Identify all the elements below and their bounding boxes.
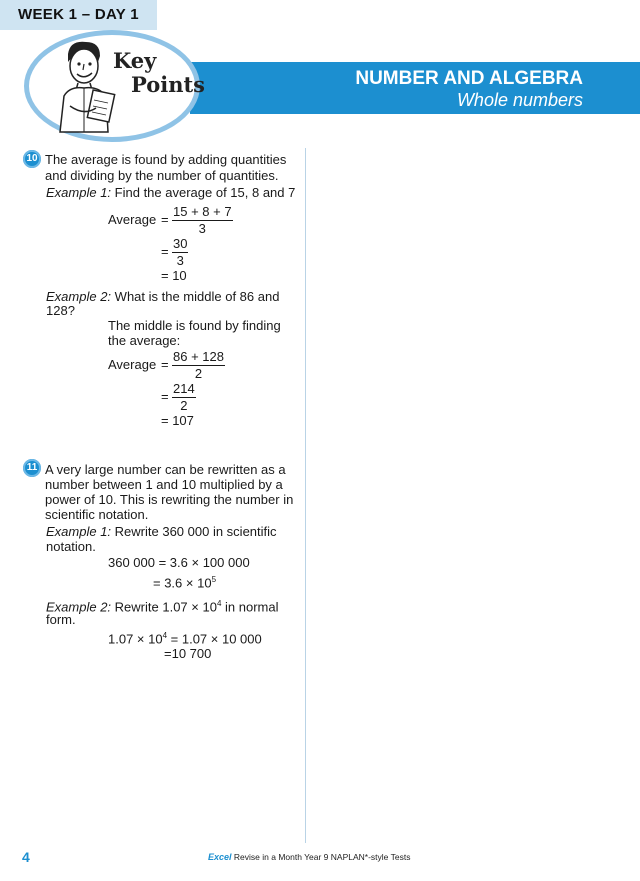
p10-ex1-eq1: = bbox=[161, 212, 169, 227]
p10-ex1-result: = 10 bbox=[161, 268, 187, 283]
point-11-line4: scientific notation. bbox=[45, 507, 149, 522]
week-day-tab: WEEK 1 – DAY 1 bbox=[0, 0, 157, 30]
p10-ex2-average-word: Average bbox=[108, 357, 157, 372]
p11-ex2-text2: form. bbox=[46, 612, 76, 627]
points-word: Points bbox=[131, 72, 206, 97]
key-word: Key bbox=[113, 48, 157, 73]
p11-ex2-text-base: Rewrite 1.07 × 10 bbox=[114, 599, 217, 615]
section-subtitle: Whole numbers bbox=[456, 90, 583, 110]
p10-ex1-numerator2: 30 bbox=[173, 236, 188, 251]
p10-ex1-text: Find the average of 15, 8 and 7 bbox=[114, 185, 296, 200]
footer-title bbox=[208, 852, 410, 862]
point-11-badge: 11 bbox=[23, 459, 41, 477]
p11-ex1-label: Example 1: bbox=[46, 524, 112, 539]
p11-example1 bbox=[46, 524, 277, 540]
p11-ex2-text-exp: 4 bbox=[216, 599, 222, 608]
column-divider bbox=[305, 148, 306, 843]
p10-ex1-label: Example 1: bbox=[46, 185, 112, 200]
p11-ex1-line2 bbox=[153, 572, 216, 591]
p11-ex1-text: Rewrite 360 000 in scientific bbox=[114, 524, 277, 539]
p11-example2 bbox=[46, 596, 278, 615]
p10-ex2-text2: 128? bbox=[46, 303, 75, 318]
p10-ex1-average-word: Average bbox=[108, 212, 157, 227]
p11-ex1-text2: notation. bbox=[46, 539, 96, 554]
p10-ex2-denominator2: 2 bbox=[180, 398, 188, 413]
p10-ex2-numerator2: 214 bbox=[173, 381, 195, 396]
p10-example2 bbox=[46, 289, 279, 305]
p11-ex2-line1-post: = 1.07 × 10 000 bbox=[167, 631, 262, 647]
p10-ex2-eq4: = bbox=[161, 389, 169, 404]
p10-ex1-eq2: = bbox=[161, 244, 169, 259]
footer-book-title: Revise in a Month Year 9 NAPLAN*-style Tests bbox=[233, 852, 411, 862]
point-10-line2: and dividing by the number of quantities. bbox=[45, 168, 279, 183]
page-number: 4 bbox=[22, 849, 30, 865]
point-10-badge: 10 bbox=[23, 150, 41, 168]
point-11-line2: number between 1 and 10 multiplied by a bbox=[45, 477, 283, 492]
p10-ex2-note1: The middle is found by finding bbox=[108, 318, 281, 333]
p10-ex1-numerator: 15 + 8 + 7 bbox=[173, 204, 232, 219]
p10-example1 bbox=[46, 185, 295, 201]
p10-ex2-eq3: = bbox=[161, 357, 169, 372]
p11-ex2-text-post: in normal bbox=[221, 599, 279, 615]
p10-ex2-fraction2 bbox=[172, 381, 196, 414]
p10-ex2-text: What is the middle of 86 and bbox=[114, 289, 280, 304]
section-title: NUMBER AND ALGEBRA bbox=[355, 68, 583, 89]
p10-ex2-numerator: 86 + 128 bbox=[173, 349, 224, 364]
p10-ex2-fraction1 bbox=[172, 349, 225, 382]
p10-ex1-fraction2 bbox=[172, 236, 188, 269]
p10-ex1-denominator: 3 bbox=[198, 221, 206, 236]
p10-ex1-fraction1 bbox=[172, 204, 233, 237]
p11-ex2-label: Example 2: bbox=[46, 599, 112, 615]
cartoon-boy-icon bbox=[50, 36, 120, 136]
point-10-line1: The average is found by adding quantities bbox=[45, 152, 287, 167]
p11-ex2-line2: =10 700 bbox=[164, 646, 212, 661]
point-11-line3: power of 10. This is rewriting the number in bbox=[45, 492, 294, 507]
p11-ex2-line1 bbox=[108, 628, 262, 647]
p10-ex2-note2: the average: bbox=[108, 333, 181, 348]
p10-ex2-result: = 107 bbox=[161, 413, 194, 428]
point-11-line1: A very large number can be rewritten as a bbox=[45, 462, 286, 477]
p11-ex2-line1-base: 1.07 × 10 bbox=[108, 631, 163, 647]
p10-ex2-label: Example 2: bbox=[46, 289, 112, 304]
p11-ex2-line1-exp: 4 bbox=[162, 631, 168, 640]
p11-ex1-line1: 360 000 = 3.6 × 100 000 bbox=[108, 555, 250, 570]
footer-brand: Excel bbox=[208, 852, 232, 862]
p11-ex1-line2-exp: 5 bbox=[211, 575, 217, 584]
p11-ex1-line2-base: = 3.6 × 10 bbox=[153, 575, 212, 591]
p10-ex1-denominator2: 3 bbox=[176, 253, 184, 268]
p10-ex2-denominator: 2 bbox=[194, 366, 203, 381]
